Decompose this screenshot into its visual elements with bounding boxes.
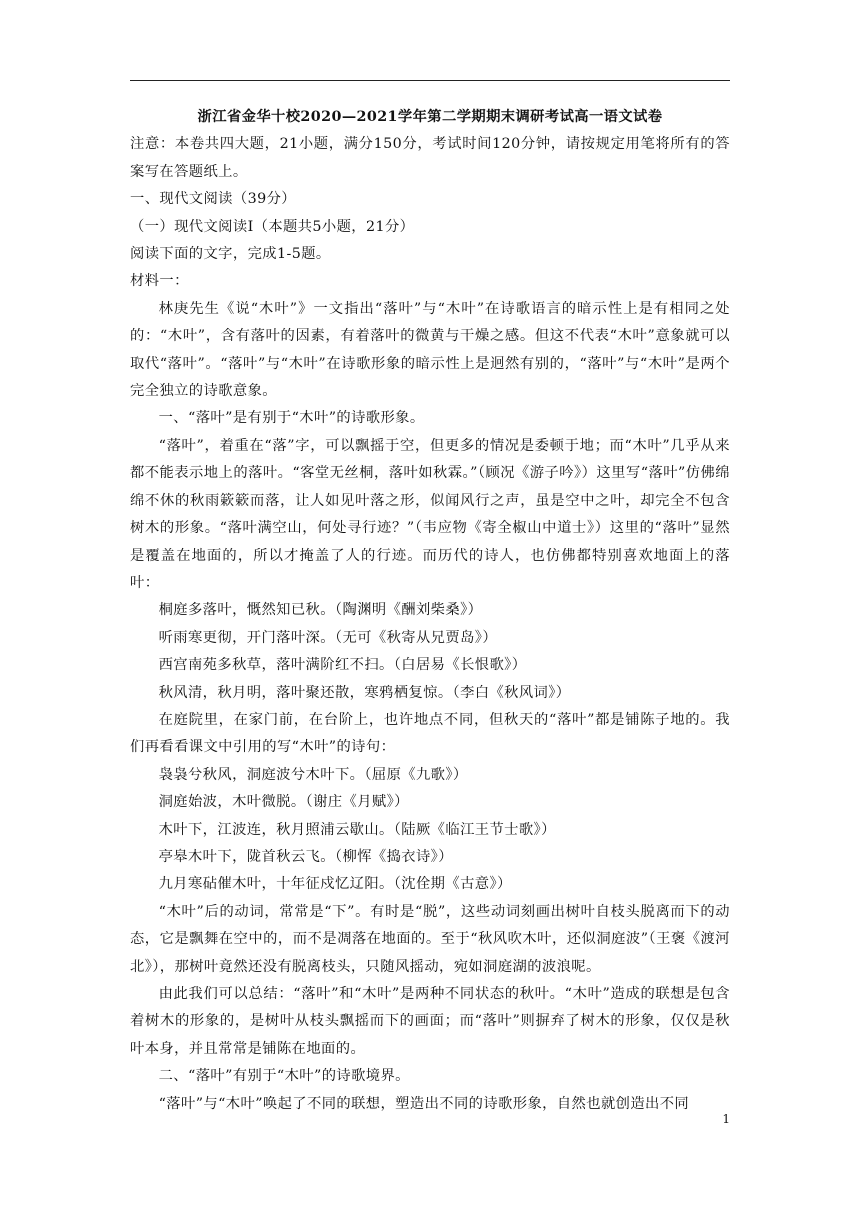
document-body <box>130 104 730 1118</box>
subsection-heading: （一）现代文阅读Ⅰ（本题共5小题，21分） <box>130 218 415 235</box>
header-rule <box>130 80 730 81</box>
paragraph: 由此我们可以总结：“落叶”和“木叶”是两种不同状态的秋叶。“木叶”造成的联想是包含着树木的形象的，是树叶从枝头飘摇而下的画面；而“落叶”则摒弃了树木的形象，仅仅是秋叶本身，并且常常是铺陈在地面的。 <box>130 986 730 1057</box>
section-heading: 一、现代文阅读（39分） <box>130 191 296 208</box>
document-title: 浙江省金华十校2020—2021学年第二学期期末调研考试高一语文试卷 <box>197 109 663 125</box>
poem-quote: 九月寒砧催木叶，十年征戍忆辽阳。（沈佺期《古意》） <box>158 876 512 893</box>
poem-quote: 木叶下，江波连，秋月照浦云歇山。（陆厥《临江王节士歌》） <box>158 821 556 838</box>
page-number: 1 <box>722 1112 730 1126</box>
poem-quote: 亭皋木叶下，陇首秋云飞。（柳恽《捣衣诗》） <box>158 848 453 865</box>
poem-quote: 西宫南苑多秋草，落叶满阶红不扫。（白居易《长恨歌》） <box>158 657 527 674</box>
paragraph: 林庚先生《说“木叶”》一文指出“落叶”与“木叶”在诗歌语言的暗示性上是有相同之处的：“木叶”，含有落叶的因素，有着落叶的微黄与干燥之感。但这不代表“木叶”意象就可以取代“落叶”。“落叶”与“木叶”在诗歌形象的暗示性上是迥然有别的，“落叶”与“木叶”是两个完全独立的诗歌意象。 <box>130 300 730 400</box>
poem-quote: 听雨寒更彻，开门落叶深。（无可《秋寄从兄贾岛》） <box>158 629 498 646</box>
paragraph-heading: 二、“落叶”有别于“木叶”的诗歌境界。 <box>158 1068 410 1085</box>
exam-notice: 注意：本卷共四大题，21小题，满分150分，考试时间120分钟，请按规定用笔将所有的答案写在答题纸上。 <box>130 136 730 180</box>
poem-quote: 洞庭始波，木叶微脱。（谢庄《月赋》） <box>158 794 409 811</box>
poem-quote: 桐庭多落叶，慨然知已秋。（陶渊明《酬刘柴桑》） <box>158 602 483 619</box>
reading-instruction: 阅读下面的文字，完成1-5题。 <box>130 246 331 263</box>
paragraph: 在庭院里，在家门前，在台阶上，也许地点不同，但秋天的“落叶”都是铺陈子地的。我们再看看课文中引用的写“木叶”的诗句： <box>130 711 730 756</box>
paragraph: “木叶”后的动词，常常是“下”。有时是“脱”，这些动词刻画出树叶自枝头脱离而下的动态，它是飘舞在空中的，而不是凋落在地面的。至于“秋风吹木叶，还似洞庭波”（王褒《渡河北》），那树叶竟然还没有脱离枝头，只随风摇动，宛如洞庭湖的波浪呢。 <box>130 903 731 975</box>
paragraph-heading: 一、“落叶”是有别于“木叶”的诗歌形象。 <box>158 410 425 427</box>
material-label: 材料一： <box>130 273 189 290</box>
paragraph: “落叶”，着重在“落”字，可以飘摇于空，但更多的情况是委顿于地；而“木叶”几乎从来都不能表示地上的落叶。“客堂无丝桐，落叶如秋霖。”（顾况《游子吟》）这里写“落叶”仿佛绵绵不休的秋雨簌簌而落，让人如见叶落之形，似闻风行之声，虽是空中之叶，却完全不包含树木的形象。“落叶满空山，何处寻行迹？”（韦应物《寄全椒山中道士》）这里的“落叶”显然是覆盖在地面的，所以才掩盖了人的行迹。而历代的诗人，也仿佛都特别喜欢地面上的落叶： <box>130 437 730 591</box>
paragraph: “落叶”与“木叶”唤起了不同的联想，塑造出不同的诗歌形象，自然也就创造出不同 <box>158 1095 690 1112</box>
poem-quote: 袅袅兮秋风，洞庭波兮木叶下。（屈原《九歌》） <box>158 766 468 783</box>
poem-quote: 秋风清，秋月明，落叶聚还散，寒鸦栖复惊。（李白《秋风词》） <box>158 684 571 701</box>
